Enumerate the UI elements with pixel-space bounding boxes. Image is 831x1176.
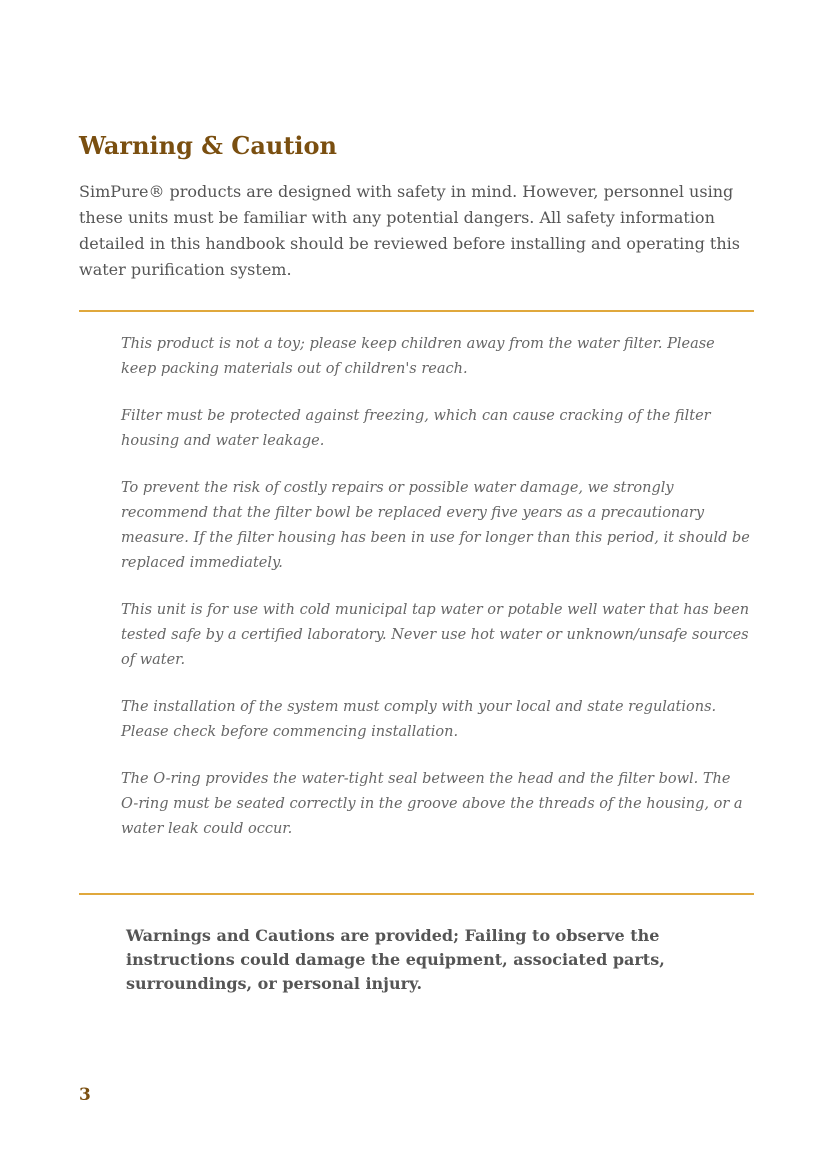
warning-item-o-ring: The O-ring provides the water-tight seal between the head and the filter bowl. The O-ring must be seated correctly in the groove above the threads of the housing, or a water leak could occur. (121, 771, 743, 837)
warning-item-children: This product is not a toy; please keep children away from the water filter. Please keep packing materials out of children's reach. (121, 336, 715, 377)
section-heading: Warning & Caution (79, 131, 337, 160)
bottom-divider (79, 893, 754, 895)
warning-item-regulations: The installation of the system must comply with your local and state regulations. Please check before commencing installation. (121, 699, 717, 740)
page-number: 3 (79, 1085, 91, 1105)
caution-note: Warnings and Cautions are provided; Failing to observe the instructions could damage the equipment, associated parts, surroundings, or personal injury. (126, 926, 665, 993)
warning-list (121, 332, 751, 864)
warning-item-replacement: To prevent the risk of costly repairs or possible water damage, we strongly recommend that the filter bowl be replaced every five years as a precautionary measure. If the filter housing has been in use for longer than this period, it should be replaced immediately. (121, 480, 750, 571)
warning-item-water-source: This unit is for use with cold municipal tap water or potable well water that has been tested safe by a certified laboratory. Never use hot water or unknown/unsafe sources of water. (121, 602, 750, 668)
warning-item-freezing: Filter must be protected against freezing, which can cause cracking of the filter housing and water leakage. (121, 408, 711, 449)
intro-paragraph: SimPure® products are designed with safety in mind. However, personnel using these units must be familiar with any potential dangers. All safety information detailed in this handbook should be reviewed before installing and operating this water purification system. (79, 182, 740, 279)
top-divider (79, 310, 754, 312)
